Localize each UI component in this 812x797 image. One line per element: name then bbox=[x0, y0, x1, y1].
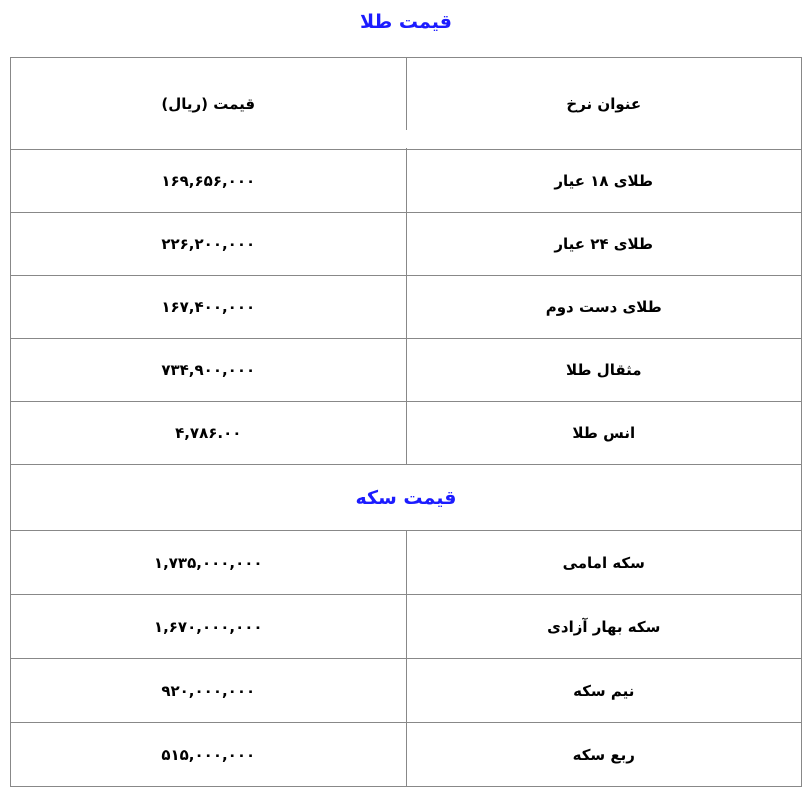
price-value-cell: ۴,۷۸۶.۰۰ bbox=[11, 402, 407, 465]
rate-name-cell: طلای ۲۴ عیار bbox=[406, 213, 802, 276]
rate-name-cell: طلای ۱۸ عیار bbox=[406, 150, 802, 213]
coin-section-row bbox=[11, 465, 802, 531]
rate-name-cell: مثقال طلا bbox=[406, 339, 802, 402]
gold-section-title: قیمت طلا bbox=[360, 11, 452, 33]
column-header-rate-title: عنوان نرخ bbox=[406, 58, 802, 150]
table-row bbox=[11, 276, 802, 339]
coin-section-title: قیمت سکه bbox=[11, 465, 802, 531]
price-value-cell: ۱,۷۳۵,۰۰۰,۰۰۰ bbox=[11, 531, 407, 595]
rate-name-cell: ربع سکه bbox=[406, 723, 802, 787]
table-row bbox=[11, 213, 802, 276]
price-value-cell: ۱۶۹,۶۵۶,۰۰۰ bbox=[11, 150, 407, 213]
rate-name-cell: سکه امامی bbox=[406, 531, 802, 595]
price-value-cell: ۲۲۶,۲۰۰,۰۰۰ bbox=[11, 213, 407, 276]
table-row bbox=[11, 531, 802, 595]
price-value-cell: ۹۲۰,۰۰۰,۰۰۰ bbox=[11, 659, 407, 723]
column-header-price: قیمت (ریال) bbox=[11, 58, 407, 150]
rate-name-cell: طلای دست دوم bbox=[406, 276, 802, 339]
table-row bbox=[11, 595, 802, 659]
rate-name-cell: انس طلا bbox=[406, 402, 802, 465]
table-row bbox=[11, 723, 802, 787]
table-row bbox=[11, 339, 802, 402]
price-value-cell: ۱۶۷,۴۰۰,۰۰۰ bbox=[11, 276, 407, 339]
price-value-cell: ۵۱۵,۰۰۰,۰۰۰ bbox=[11, 723, 407, 787]
table-row bbox=[11, 402, 802, 465]
price-value-cell: ۱,۶۷۰,۰۰۰,۰۰۰ bbox=[11, 595, 407, 659]
price-table bbox=[10, 57, 802, 787]
price-value-cell: ۷۳۴,۹۰۰,۰۰۰ bbox=[11, 339, 407, 402]
table-row bbox=[11, 659, 802, 723]
table-row bbox=[11, 150, 802, 213]
rate-name-cell: سکه بهار آزادی bbox=[406, 595, 802, 659]
rate-name-cell: نیم سکه bbox=[406, 659, 802, 723]
watermark-remnant-patch bbox=[401, 130, 412, 148]
